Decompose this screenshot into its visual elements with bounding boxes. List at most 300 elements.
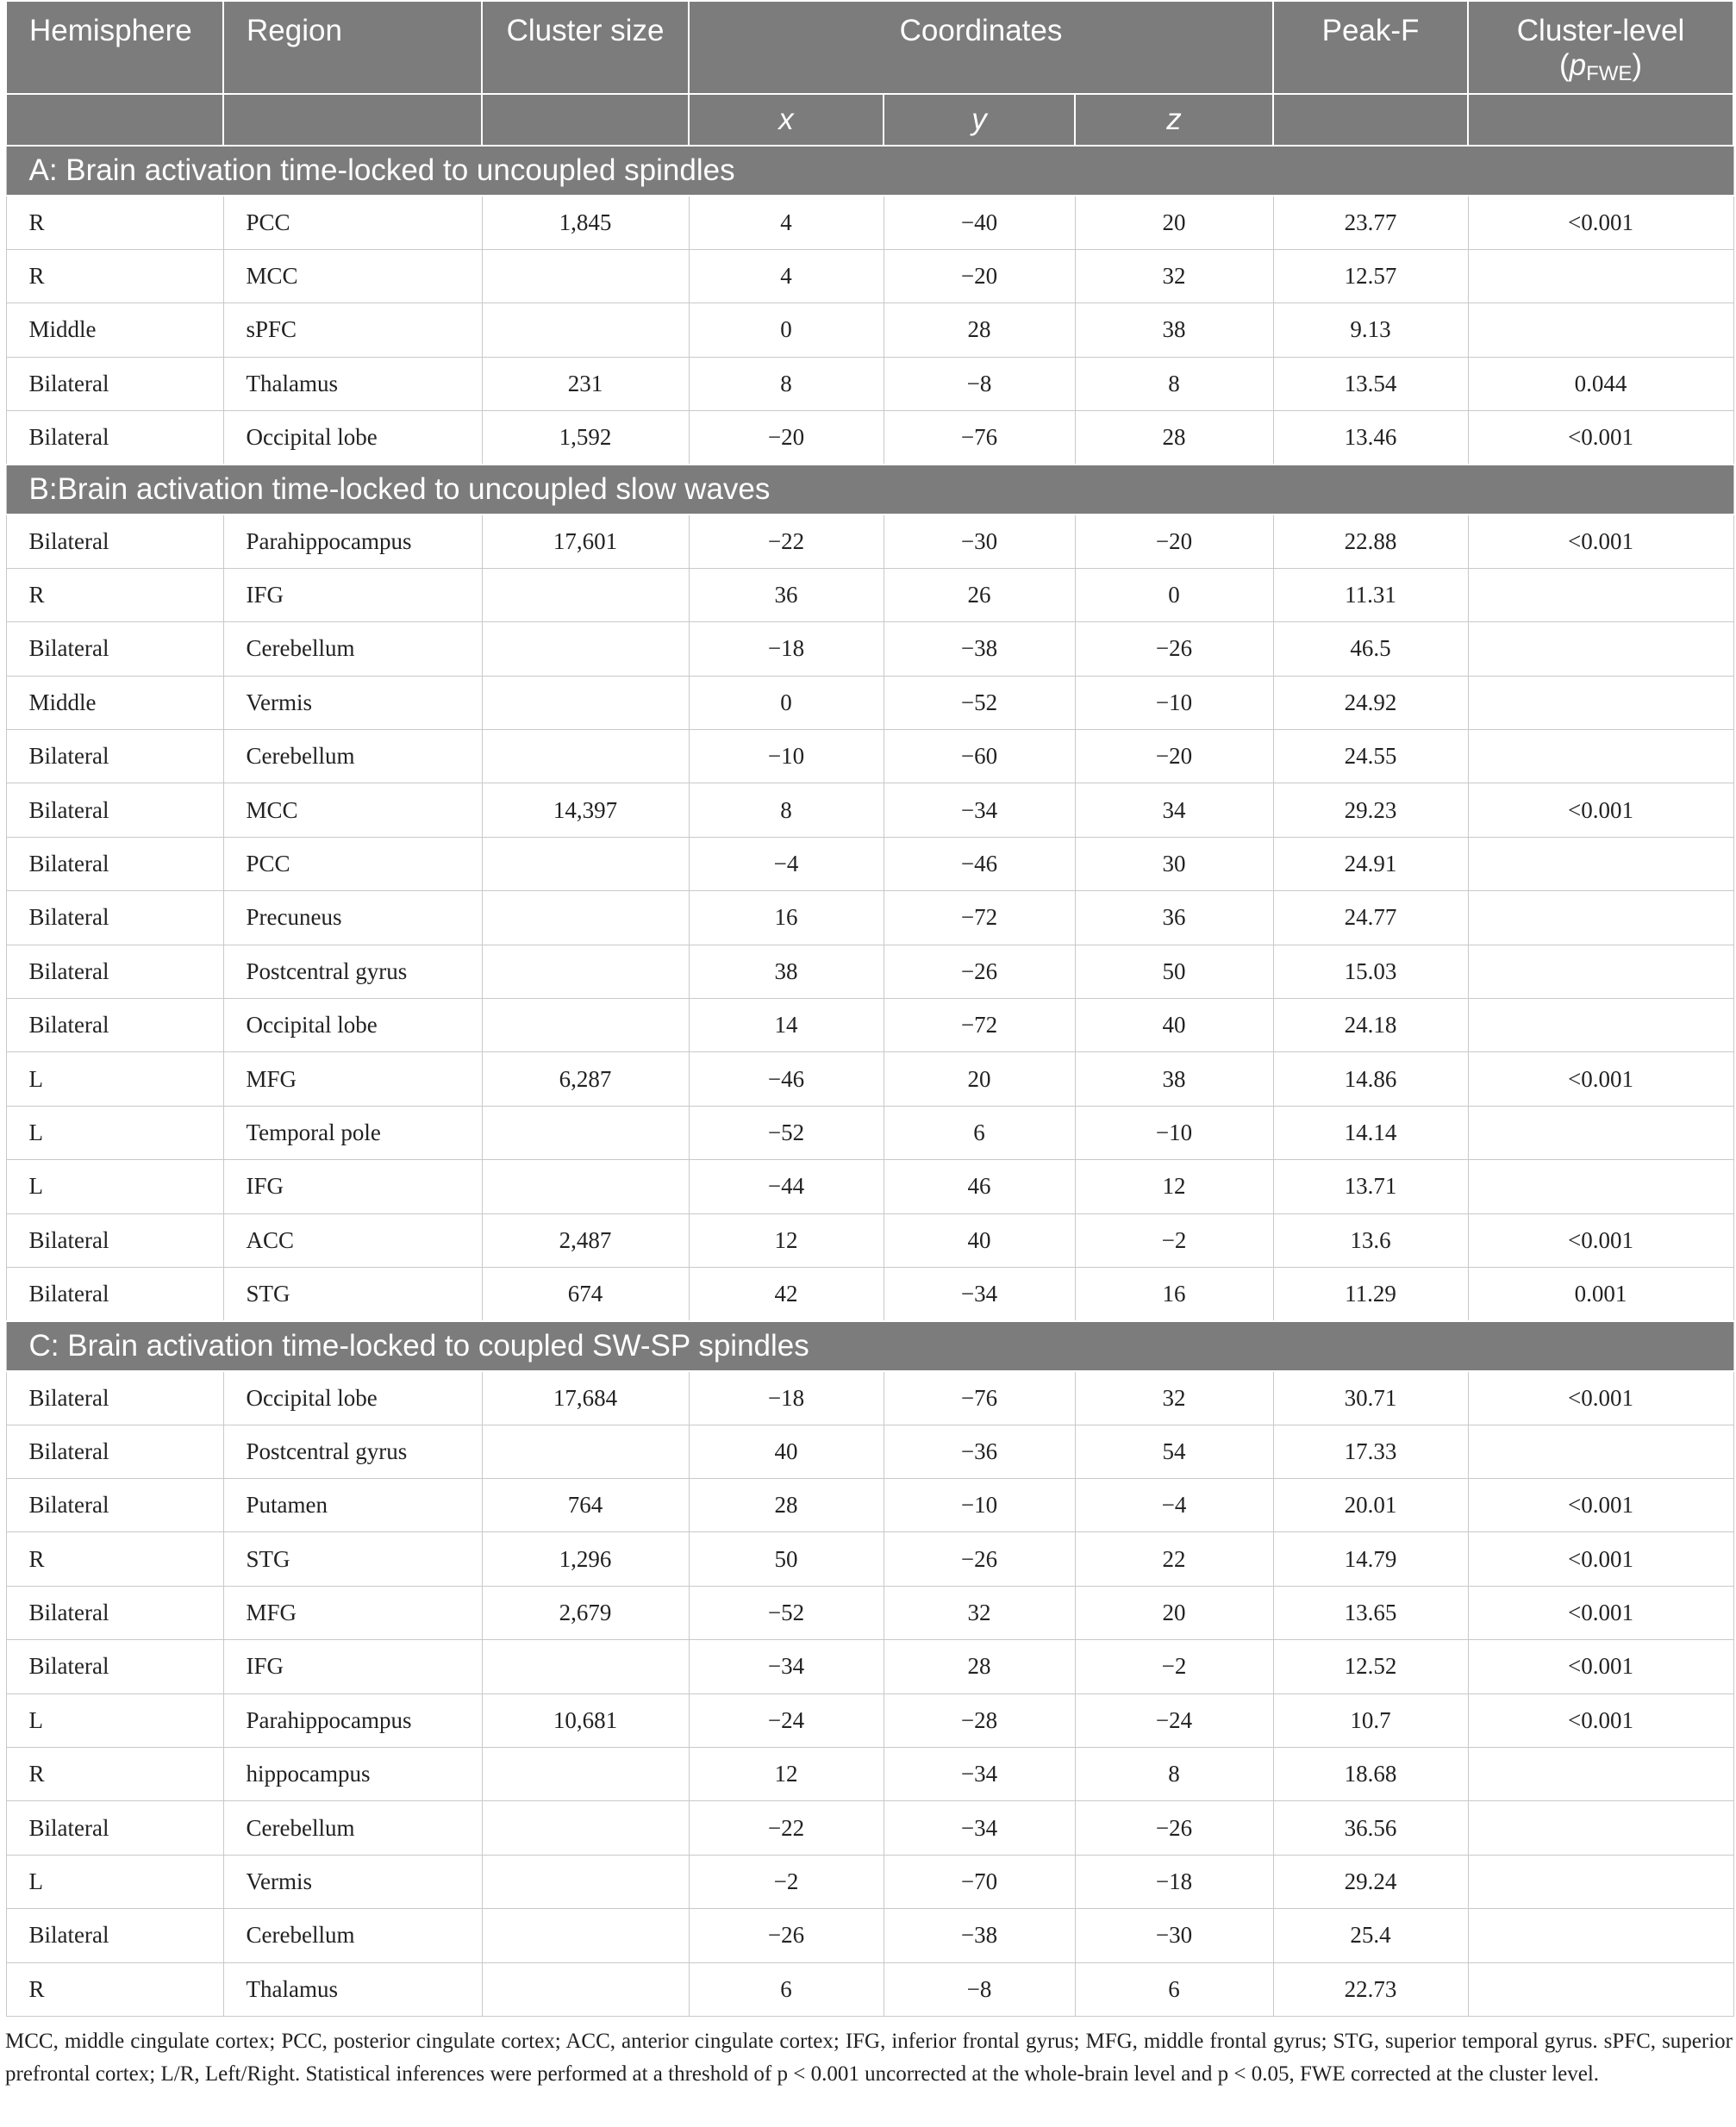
cell-x: 6 [689, 1962, 884, 2016]
cell-peak-f: 13.6 [1273, 1213, 1468, 1267]
cell-cluster-level: <0.001 [1468, 1693, 1733, 1747]
cell-cluster-size [482, 1106, 689, 1159]
cell-cluster-size [482, 945, 689, 998]
table-row [6, 998, 1733, 1051]
cell-cluster-size [482, 568, 689, 621]
cell-peak-f: 36.56 [1273, 1801, 1468, 1855]
cell-y: −34 [884, 1748, 1075, 1801]
cell-z: −20 [1075, 730, 1273, 783]
cell-peak-f: 13.71 [1273, 1160, 1468, 1213]
cell-peak-f: 24.55 [1273, 730, 1468, 783]
cell-z: −10 [1075, 676, 1273, 729]
cell-region: sPFC [223, 303, 482, 357]
cell-region: Occipital lobe [223, 411, 482, 465]
cell-z: −30 [1075, 1909, 1273, 1962]
cell-x: −26 [689, 1909, 884, 1962]
cell-cluster-level [1468, 1909, 1733, 1962]
cell-region: ACC [223, 1213, 482, 1267]
cell-peak-f: 18.68 [1273, 1748, 1468, 1801]
cell-y: −76 [884, 1371, 1075, 1425]
cell-cluster-level [1468, 249, 1733, 303]
cell-cluster-level: <0.001 [1468, 196, 1733, 249]
cell-z: 6 [1075, 1962, 1273, 2016]
cell-z: 32 [1075, 249, 1273, 303]
table-row [6, 1532, 1733, 1586]
cell-region: MFG [223, 1052, 482, 1106]
cell-y: −8 [884, 357, 1075, 410]
cell-peak-f: 29.24 [1273, 1855, 1468, 1908]
cell-hemisphere: Bilateral [6, 1425, 223, 1478]
cell-cluster-level [1468, 998, 1733, 1051]
cell-y: −28 [884, 1693, 1075, 1747]
cell-peak-f: 14.86 [1273, 1052, 1468, 1106]
cell-region: IFG [223, 568, 482, 621]
cell-region: Vermis [223, 1855, 482, 1908]
cell-peak-f: 46.5 [1273, 622, 1468, 676]
cell-x: 4 [689, 196, 884, 249]
cell-cluster-level [1468, 1106, 1733, 1159]
cell-z: 40 [1075, 998, 1273, 1051]
cell-hemisphere: Bilateral [6, 783, 223, 837]
header-p-subscript: FWE [1586, 62, 1633, 85]
header-cluster-level-label: Cluster-level [1516, 14, 1685, 47]
table-row [6, 837, 1733, 890]
cell-z: −10 [1075, 1106, 1273, 1159]
cell-hemisphere: L [6, 1106, 223, 1159]
cell-y: −10 [884, 1479, 1075, 1532]
cell-x: −46 [689, 1052, 884, 1106]
cell-x: 0 [689, 303, 884, 357]
cell-hemisphere: Bilateral [6, 1640, 223, 1693]
cell-peak-f: 13.54 [1273, 357, 1468, 410]
table-body [6, 146, 1733, 2017]
cell-cluster-level [1468, 1962, 1733, 2016]
cell-z: −18 [1075, 1855, 1273, 1908]
cell-y: 6 [884, 1106, 1075, 1159]
cell-cluster-level [1468, 1748, 1733, 1801]
cell-y: −26 [884, 1532, 1075, 1586]
cell-hemisphere: R [6, 249, 223, 303]
cell-cluster-size [482, 1909, 689, 1962]
cell-peak-f: 17.33 [1273, 1425, 1468, 1478]
cell-peak-f: 22.73 [1273, 1962, 1468, 2016]
table-row [6, 1267, 1733, 1320]
cell-z: 20 [1075, 1586, 1273, 1639]
cell-region: STG [223, 1267, 482, 1320]
cell-hemisphere: R [6, 196, 223, 249]
cell-cluster-level [1468, 1425, 1733, 1478]
cell-x: 40 [689, 1425, 884, 1478]
cell-region: Cerebellum [223, 622, 482, 676]
cell-z: 30 [1075, 837, 1273, 890]
cell-cluster-level [1468, 837, 1733, 890]
cell-region: IFG [223, 1640, 482, 1693]
section-header [6, 146, 1733, 196]
cell-y: 32 [884, 1586, 1075, 1639]
cell-y: −76 [884, 411, 1075, 465]
cell-cluster-size [482, 730, 689, 783]
cell-hemisphere: Bilateral [6, 357, 223, 410]
cell-cluster-size: 17,601 [482, 515, 689, 568]
header-blank-region [223, 94, 482, 146]
cell-z: 54 [1075, 1425, 1273, 1478]
cell-z: −24 [1075, 1693, 1273, 1747]
header-coordinates: Coordinates [689, 1, 1273, 94]
table-row [6, 1962, 1733, 2016]
cell-cluster-level [1468, 303, 1733, 357]
cell-cluster-level [1468, 945, 1733, 998]
section-title: C: Brain activation time-locked to coupled SW-SP spindles [6, 1321, 1733, 1371]
cell-y: −26 [884, 945, 1075, 998]
cell-cluster-level [1468, 1801, 1733, 1855]
cell-z: −2 [1075, 1213, 1273, 1267]
cell-region: IFG [223, 1160, 482, 1213]
cell-peak-f: 25.4 [1273, 1909, 1468, 1962]
cell-region: Precuneus [223, 891, 482, 945]
cell-cluster-size: 1,592 [482, 411, 689, 465]
cell-cluster-size [482, 998, 689, 1051]
cell-cluster-size [482, 303, 689, 357]
cell-cluster-level: <0.001 [1468, 515, 1733, 568]
cell-cluster-size: 14,397 [482, 783, 689, 837]
table-row [6, 622, 1733, 676]
cell-y: −40 [884, 196, 1075, 249]
cell-peak-f: 15.03 [1273, 945, 1468, 998]
cell-cluster-level [1468, 622, 1733, 676]
cell-y: 46 [884, 1160, 1075, 1213]
cell-y: −36 [884, 1425, 1075, 1478]
cell-cluster-size [482, 1855, 689, 1908]
cell-y: −30 [884, 515, 1075, 568]
header-cluster-size: Cluster size [482, 1, 689, 94]
cell-x: −18 [689, 1371, 884, 1425]
cell-y: −38 [884, 1909, 1075, 1962]
cell-cluster-level [1468, 676, 1733, 729]
cell-z: 36 [1075, 891, 1273, 945]
cell-x: 38 [689, 945, 884, 998]
table-row [6, 1693, 1733, 1747]
cell-x: −34 [689, 1640, 884, 1693]
cell-cluster-size [482, 1425, 689, 1478]
table-row [6, 891, 1733, 945]
cell-peak-f: 24.91 [1273, 837, 1468, 890]
table-row [6, 1213, 1733, 1267]
cell-y: 28 [884, 1640, 1075, 1693]
cell-cluster-level [1468, 1855, 1733, 1908]
cell-cluster-size: 764 [482, 1479, 689, 1532]
cell-region: hippocampus [223, 1748, 482, 1801]
cell-cluster-size: 1,845 [482, 196, 689, 249]
cell-cluster-level: <0.001 [1468, 1371, 1733, 1425]
table-row [6, 1425, 1733, 1478]
table-row [6, 1160, 1733, 1213]
table-row [6, 1586, 1733, 1639]
cell-cluster-size [482, 1160, 689, 1213]
header-blank-cluster-size [482, 94, 689, 146]
cell-region: Parahippocampus [223, 1693, 482, 1747]
cell-cluster-level: <0.001 [1468, 1052, 1733, 1106]
table-row [6, 1855, 1733, 1908]
table-row [6, 730, 1733, 783]
cell-region: Cerebellum [223, 1801, 482, 1855]
cell-cluster-size: 674 [482, 1267, 689, 1320]
cell-z: −4 [1075, 1479, 1273, 1532]
cell-region: Cerebellum [223, 730, 482, 783]
table-row [6, 1479, 1733, 1532]
header-hemisphere: Hemisphere [6, 1, 223, 94]
table-row [6, 249, 1733, 303]
cell-region: MFG [223, 1586, 482, 1639]
cell-y: −60 [884, 730, 1075, 783]
cell-cluster-level: 0.001 [1468, 1267, 1733, 1320]
cell-cluster-level: <0.001 [1468, 1213, 1733, 1267]
cell-region: MCC [223, 783, 482, 837]
cell-cluster-size [482, 1801, 689, 1855]
cell-z: 8 [1075, 1748, 1273, 1801]
cell-y: −72 [884, 891, 1075, 945]
section-header [6, 1321, 1733, 1371]
table-row [6, 783, 1733, 837]
cell-z: −26 [1075, 1801, 1273, 1855]
cell-cluster-size: 17,684 [482, 1371, 689, 1425]
cell-hemisphere: Bilateral [6, 891, 223, 945]
cell-cluster-size [482, 1748, 689, 1801]
cell-cluster-size: 231 [482, 357, 689, 410]
cell-hemisphere: Bilateral [6, 730, 223, 783]
cell-y: −34 [884, 783, 1075, 837]
cell-hemisphere: R [6, 1962, 223, 2016]
cell-z: 32 [1075, 1371, 1273, 1425]
table-row [6, 1640, 1733, 1693]
cell-cluster-size: 2,679 [482, 1586, 689, 1639]
cell-region: MCC [223, 249, 482, 303]
cell-y: 40 [884, 1213, 1075, 1267]
cell-peak-f: 29.23 [1273, 783, 1468, 837]
cell-z: 0 [1075, 568, 1273, 621]
cell-peak-f: 12.57 [1273, 249, 1468, 303]
cell-peak-f: 13.46 [1273, 411, 1468, 465]
cell-cluster-size: 10,681 [482, 1693, 689, 1747]
cell-z: −20 [1075, 515, 1273, 568]
cell-region: Postcentral gyrus [223, 945, 482, 998]
header-y: y [884, 94, 1075, 146]
cell-cluster-size [482, 837, 689, 890]
cell-cluster-size: 2,487 [482, 1213, 689, 1267]
header-blank-cluster-level [1468, 94, 1733, 146]
cell-cluster-size [482, 676, 689, 729]
cell-region: STG [223, 1532, 482, 1586]
cell-cluster-size: 6,287 [482, 1052, 689, 1106]
cell-y: 26 [884, 568, 1075, 621]
cell-cluster-level: <0.001 [1468, 1586, 1733, 1639]
cell-hemisphere: Bilateral [6, 1909, 223, 1962]
cell-cluster-size: 1,296 [482, 1532, 689, 1586]
cell-region: Putamen [223, 1479, 482, 1532]
table-row [6, 676, 1733, 729]
cell-hemisphere: Bilateral [6, 411, 223, 465]
cell-y: −20 [884, 249, 1075, 303]
cell-cluster-level [1468, 1160, 1733, 1213]
cell-peak-f: 23.77 [1273, 196, 1468, 249]
cell-peak-f: 24.77 [1273, 891, 1468, 945]
cell-cluster-level [1468, 568, 1733, 621]
cell-z: 34 [1075, 783, 1273, 837]
cell-peak-f: 20.01 [1273, 1479, 1468, 1532]
cell-cluster-level [1468, 730, 1733, 783]
cell-hemisphere: Bilateral [6, 1267, 223, 1320]
cell-x: −22 [689, 515, 884, 568]
cell-x: −52 [689, 1586, 884, 1639]
cell-x: 12 [689, 1748, 884, 1801]
cell-peak-f: 12.52 [1273, 1640, 1468, 1693]
section-title: B:Brain activation time-locked to uncoupled slow waves [6, 465, 1733, 515]
cell-x: 42 [689, 1267, 884, 1320]
cell-y: −46 [884, 837, 1075, 890]
cell-cluster-size [482, 891, 689, 945]
cell-region: PCC [223, 837, 482, 890]
cell-x: −52 [689, 1106, 884, 1159]
table-row [6, 357, 1733, 410]
cell-x: 28 [689, 1479, 884, 1532]
cell-peak-f: 30.71 [1273, 1371, 1468, 1425]
results-table-container [5, 0, 1733, 2017]
cell-hemisphere: Bilateral [6, 1479, 223, 1532]
cell-y: 20 [884, 1052, 1075, 1106]
cell-hemisphere: R [6, 1532, 223, 1586]
cell-region: Temporal pole [223, 1106, 482, 1159]
cell-peak-f: 14.14 [1273, 1106, 1468, 1159]
cell-y: −8 [884, 1962, 1075, 2016]
cell-hemisphere: Bilateral [6, 515, 223, 568]
cell-x: −4 [689, 837, 884, 890]
cell-peak-f: 11.31 [1273, 568, 1468, 621]
cell-region: Thalamus [223, 1962, 482, 2016]
table-row [6, 411, 1733, 465]
cell-hemisphere: Bilateral [6, 945, 223, 998]
cell-peak-f: 9.13 [1273, 303, 1468, 357]
cell-peak-f: 11.29 [1273, 1267, 1468, 1320]
cell-x: 8 [689, 783, 884, 837]
table-row [6, 196, 1733, 249]
table-row [6, 945, 1733, 998]
cell-z: 22 [1075, 1532, 1273, 1586]
cell-cluster-level [1468, 891, 1733, 945]
cell-z: 38 [1075, 303, 1273, 357]
cell-hemisphere: R [6, 1748, 223, 1801]
section-header [6, 465, 1733, 515]
cell-z: −2 [1075, 1640, 1273, 1693]
cell-hemisphere: Bilateral [6, 1371, 223, 1425]
header-z: z [1075, 94, 1273, 146]
cell-cluster-level: <0.001 [1468, 783, 1733, 837]
cell-x: −22 [689, 1801, 884, 1855]
cell-hemisphere: Bilateral [6, 1586, 223, 1639]
cell-z: 16 [1075, 1267, 1273, 1320]
cell-cluster-size [482, 622, 689, 676]
header-x: x [689, 94, 884, 146]
brain-activation-table [5, 0, 1734, 2017]
cell-hemisphere: Middle [6, 303, 223, 357]
cell-cluster-size [482, 249, 689, 303]
cell-peak-f: 13.65 [1273, 1586, 1468, 1639]
cell-x: 8 [689, 357, 884, 410]
table-row [6, 1052, 1733, 1106]
cell-y: −34 [884, 1801, 1075, 1855]
cell-peak-f: 24.92 [1273, 676, 1468, 729]
cell-z: 8 [1075, 357, 1273, 410]
cell-hemisphere: L [6, 1693, 223, 1747]
cell-region: Occipital lobe [223, 998, 482, 1051]
cell-hemisphere: Middle [6, 676, 223, 729]
table-row [6, 1748, 1733, 1801]
cell-cluster-level: <0.001 [1468, 1640, 1733, 1693]
header-blank-peak-f [1273, 94, 1468, 146]
table-row [6, 1801, 1733, 1855]
header-region: Region [223, 1, 482, 94]
cell-region: Parahippocampus [223, 515, 482, 568]
cell-hemisphere: Bilateral [6, 1213, 223, 1267]
cell-x: 16 [689, 891, 884, 945]
table-row [6, 1106, 1733, 1159]
cell-hemisphere: Bilateral [6, 837, 223, 890]
cell-peak-f: 24.18 [1273, 998, 1468, 1051]
cell-x: 4 [689, 249, 884, 303]
cell-z: 28 [1075, 411, 1273, 465]
cell-x: −20 [689, 411, 884, 465]
cell-region: Occipital lobe [223, 1371, 482, 1425]
cell-x: 0 [689, 676, 884, 729]
cell-cluster-level: <0.001 [1468, 411, 1733, 465]
section-title: A: Brain activation time-locked to uncoupled spindles [6, 146, 1733, 196]
cell-peak-f: 14.79 [1273, 1532, 1468, 1586]
header-p-symbol: p [1569, 48, 1587, 82]
cell-x: −2 [689, 1855, 884, 1908]
cell-y: −38 [884, 622, 1075, 676]
table-row [6, 1909, 1733, 1962]
table-row [6, 303, 1733, 357]
cell-z: 38 [1075, 1052, 1273, 1106]
cell-x: 36 [689, 568, 884, 621]
cell-hemisphere: Bilateral [6, 622, 223, 676]
table-row [6, 1371, 1733, 1425]
cell-hemisphere: L [6, 1160, 223, 1213]
cell-z: 12 [1075, 1160, 1273, 1213]
cell-x: 14 [689, 998, 884, 1051]
cell-y: −72 [884, 998, 1075, 1051]
cell-hemisphere: L [6, 1855, 223, 1908]
cell-region: Cerebellum [223, 1909, 482, 1962]
cell-region: Vermis [223, 676, 482, 729]
header-cluster-level: Cluster-level $(p_{FWE})$ [1468, 1, 1733, 94]
table-row [6, 515, 1733, 568]
cell-z: −26 [1075, 622, 1273, 676]
table-row [6, 568, 1733, 621]
cell-cluster-level: 0.044 [1468, 357, 1733, 410]
cell-x: −10 [689, 730, 884, 783]
cell-cluster-level: <0.001 [1468, 1532, 1733, 1586]
cell-region: Postcentral gyrus [223, 1425, 482, 1478]
header-blank-hemisphere [6, 94, 223, 146]
cell-cluster-size [482, 1640, 689, 1693]
cell-hemisphere: L [6, 1052, 223, 1106]
cell-x: −18 [689, 622, 884, 676]
cell-x: 50 [689, 1532, 884, 1586]
cell-region: PCC [223, 196, 482, 249]
cell-hemisphere: R [6, 568, 223, 621]
cell-hemisphere: Bilateral [6, 1801, 223, 1855]
table-header [6, 1, 1733, 146]
cell-x: −24 [689, 1693, 884, 1747]
